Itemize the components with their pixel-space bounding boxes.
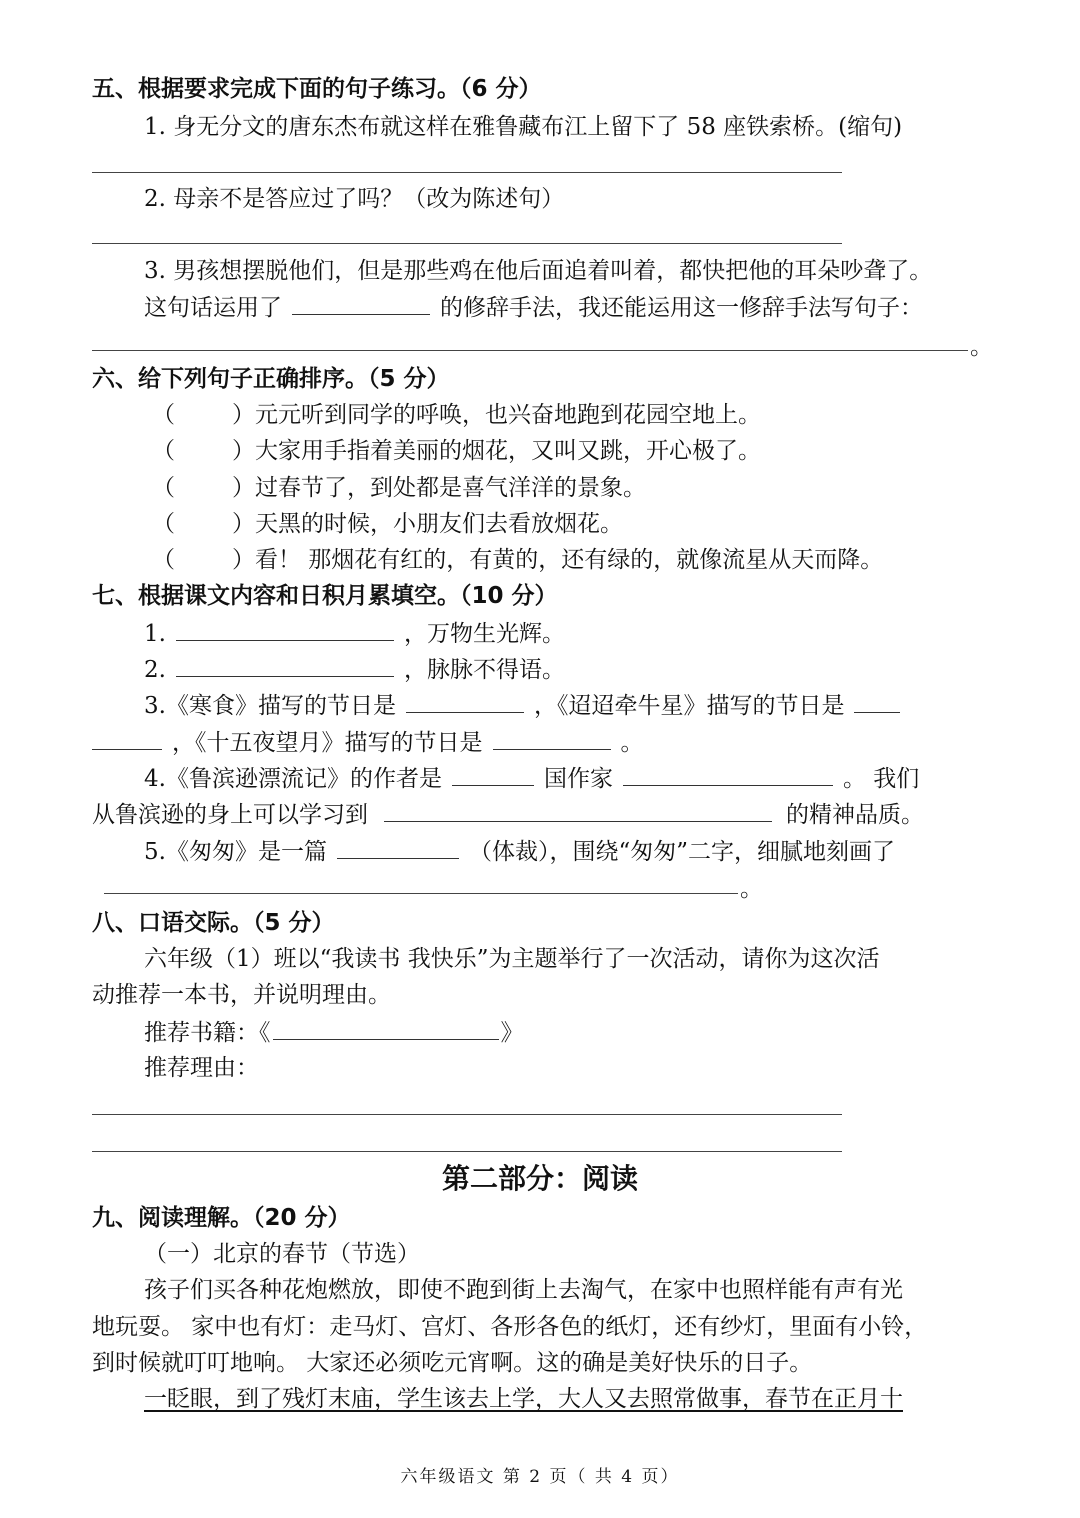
answer-line[interactable] — [92, 243, 842, 244]
fill-blank[interactable] — [406, 690, 524, 713]
q-text: （体裁），围绕“匆匆”二字，细腻地刻画了 — [468, 839, 895, 865]
q-tail: ，万物生光辉。 — [403, 621, 565, 647]
s5-question-3: 3. 男孩想摆脱他们，但是那些鸡在他后面追着叫着，都快把他的耳朵吵聋了。 — [144, 258, 933, 284]
sort-item — [152, 545, 883, 575]
passage-line: 到时候就叮叮地响。 大家还必须吃元宵啊。这的确是美好快乐的日子。 — [92, 1350, 813, 1376]
fill-blank[interactable] — [623, 763, 833, 786]
sort-item-text: ）大家用手指着美丽的烟花，又叫又跳，开心极了。 — [232, 438, 761, 464]
s8-paragraph: 六年级（1）班以“我读书 我快乐”为主题举行了一次活动，请你为这次活 — [144, 946, 880, 972]
answer-line[interactable] — [92, 350, 968, 351]
passage-line: 孩子们买各种花炮燃放，即使不跑到街上去淘气，在家中也照样能有声有光 — [144, 1277, 903, 1303]
order-blank[interactable]: （ — [152, 547, 175, 573]
fill-blank[interactable] — [854, 690, 900, 713]
q-text: 。 — [620, 730, 644, 756]
end-mark: 。 — [970, 334, 993, 360]
section-5-heading: 五、根据要求完成下面的句子练习。（6 分） — [92, 76, 542, 102]
q-num: 1. — [144, 621, 166, 647]
fill-blank[interactable] — [176, 618, 394, 641]
s7-question-5 — [144, 836, 895, 867]
order-blank[interactable]: （ — [152, 475, 175, 501]
sort-item-text: ）元元听到同学的呼唤，也兴奋地跑到花园空地上。 — [232, 402, 761, 428]
q-text: 5.《匆匆》是一篇 — [144, 839, 327, 865]
q-num: 2. — [144, 657, 166, 683]
part-2-title: 第二部分：阅读 — [441, 1162, 638, 1195]
sort-item-text: ）看！ 那烟花有红的，有黄的，还有绿的，就像流星从天而降。 — [232, 547, 884, 573]
answer-line[interactable] — [92, 172, 842, 173]
q-text: 。 我们 — [842, 766, 920, 792]
sort-item — [152, 436, 761, 466]
s5-question-3-prompt — [144, 292, 923, 323]
fill-blank[interactable] — [176, 654, 394, 677]
order-blank[interactable]: （ — [152, 402, 175, 428]
q-text: 3.《寒食》描写的节日是 — [144, 693, 396, 719]
recommend-reason-label: 推荐理由： — [144, 1055, 259, 1081]
section-9-heading: 九、阅读理解。（20 分） — [92, 1205, 351, 1231]
book-title-blank[interactable] — [273, 1017, 499, 1040]
s7-question-4-cont — [92, 799, 924, 830]
q-text: ，《迢迢牵牛星》描写的节日是 — [533, 693, 845, 719]
q-text: 4.《鲁滨逊漂流记》的作者是 — [144, 766, 442, 792]
s7-question-2 — [144, 654, 565, 685]
sort-item-text: ）天黑的时候，小朋友们去看放烟花。 — [232, 511, 623, 537]
s7-question-1 — [144, 618, 565, 649]
section-7-heading: 七、根据课文内容和日积月累填空。（10 分） — [92, 583, 558, 609]
prompt-text: 的修辞手法，我还能运用这一修辞手法写句子： — [440, 295, 923, 321]
order-blank[interactable]: （ — [152, 511, 175, 537]
passage-line: 地玩耍。 家中也有灯：走马灯、宫灯、各形各色的纸灯，还有纱灯，里面有小铃， — [92, 1314, 928, 1340]
fill-blank[interactable] — [384, 799, 772, 822]
q-text: 从鲁滨逊的身上可以学习到 — [92, 802, 368, 828]
sort-item-text: ）过春节了，到处都是喜气洋洋的景象。 — [232, 475, 646, 501]
q-text: 国作家 — [543, 766, 613, 792]
prompt-text: 这句话运用了 — [144, 295, 282, 321]
s7-question-4 — [144, 763, 919, 794]
recommend-book-line — [144, 1017, 524, 1048]
order-blank[interactable]: （ — [152, 438, 175, 464]
s7-question-3 — [144, 690, 900, 721]
end-mark: 。 — [740, 876, 763, 902]
sort-item — [152, 473, 646, 503]
answer-line[interactable] — [92, 1114, 842, 1115]
answer-line[interactable] — [104, 893, 738, 894]
q-tail: ，脉脉不得语。 — [403, 657, 565, 683]
s5-question-1: 1. 身无分文的唐东杰布就这样在雅鲁藏布江上留下了 58 座铁索桥。(缩句) — [144, 114, 903, 140]
passage-underlined-line: 一眨眼，到了残灯末庙，学生该去上学，大人又去照常做事，春节在正月十 — [144, 1386, 903, 1412]
sort-item — [152, 400, 761, 430]
fill-blank[interactable] — [92, 727, 162, 750]
s8-paragraph-cont: 动推荐一本书，并说明理由。 — [92, 982, 391, 1008]
answer-line[interactable] — [92, 1151, 842, 1152]
fill-blank[interactable] — [493, 727, 611, 750]
book-label: 推荐书籍：《 — [144, 1020, 271, 1046]
book-close: 》 — [500, 1020, 524, 1046]
q-text: 的精神品质。 — [786, 802, 924, 828]
s7-question-3-cont — [92, 727, 644, 758]
fill-blank[interactable] — [292, 292, 430, 315]
page-footer: 六年级语文 第 2 页（ 共 4 页） — [400, 1467, 680, 1487]
section-6-heading: 六、给下列句子正确排序。（5 分） — [92, 366, 450, 392]
q-text: ，《十五夜望月》描写的节日是 — [172, 730, 483, 756]
passage-title: （一）北京的春节（节选） — [144, 1241, 420, 1267]
s5-question-2: 2. 母亲不是答应过了吗？（改为陈述句） — [144, 186, 565, 212]
fill-blank[interactable] — [337, 836, 459, 859]
section-8-heading: 八、口语交际。（5 分） — [92, 910, 335, 936]
fill-blank[interactable] — [452, 763, 534, 786]
sort-item — [152, 509, 623, 539]
